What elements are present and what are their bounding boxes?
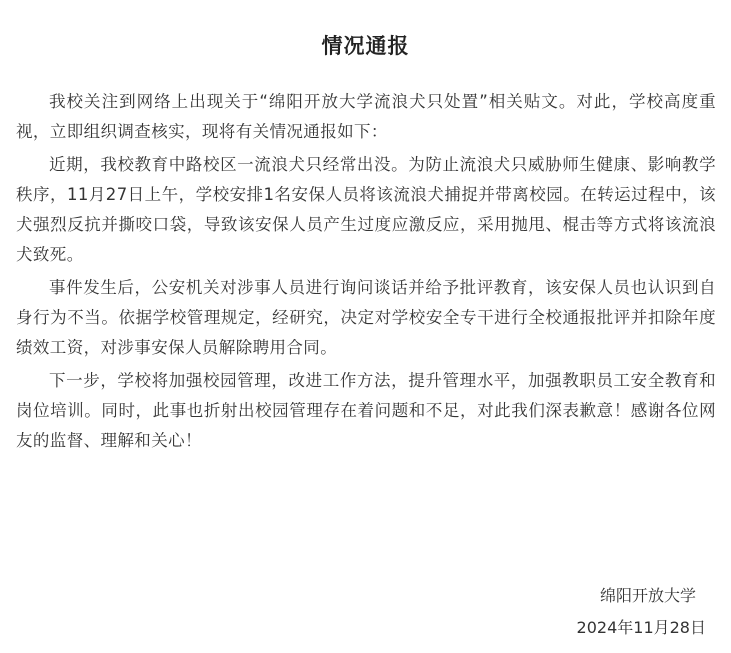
notice-body (16, 87, 716, 459)
paragraph-handling: 事件发生后，公安机关对涉事人员进行询问谈话并给予批评教育，该安保人员也认识到自身行为不当。依据学校管理规定，经研究，决定对学校安全专干进行全校通报批评并扣除年度绩效工资，对涉事安保人员解除聘用合同。 (16, 278, 716, 357)
signature-block (577, 580, 706, 644)
paragraph-next-steps: 下一步，学校将加强校园管理，改进工作方法，提升管理水平，加强教职员工安全教育和岗位培训。同时，此事也折射出校园管理存在着问题和不足，对此我们深表歉意！感谢各位网友的监督、理解和关心！ (16, 371, 716, 450)
signature-organization: 绵阳开放大学 (599, 586, 696, 605)
signature-date: 2024年11月28日 (576, 618, 706, 637)
paragraph-incident: 近期，我校教育中路校区一流浪犬只经常出没。为防止流浪犬只威胁师生健康、影响教学秩序，11月27日上午，学校安排1名安保人员将该流浪犬捕捉并带离校园。在转运过程中，该犬强烈反抗并撕咬口袋，导致该安保人员产生过度应激反应，采用抛甩、棍击等方式将该流浪犬致死。 (16, 155, 716, 264)
notice-title: 情况通报 (321, 34, 410, 58)
paragraph-intro: 我校关注到网络上出现关于“绵阳开放大学流浪犬只处置”相关贴文。对此，学校高度重视，立即组织调查核实，现将有关情况通报如下： (16, 92, 716, 141)
